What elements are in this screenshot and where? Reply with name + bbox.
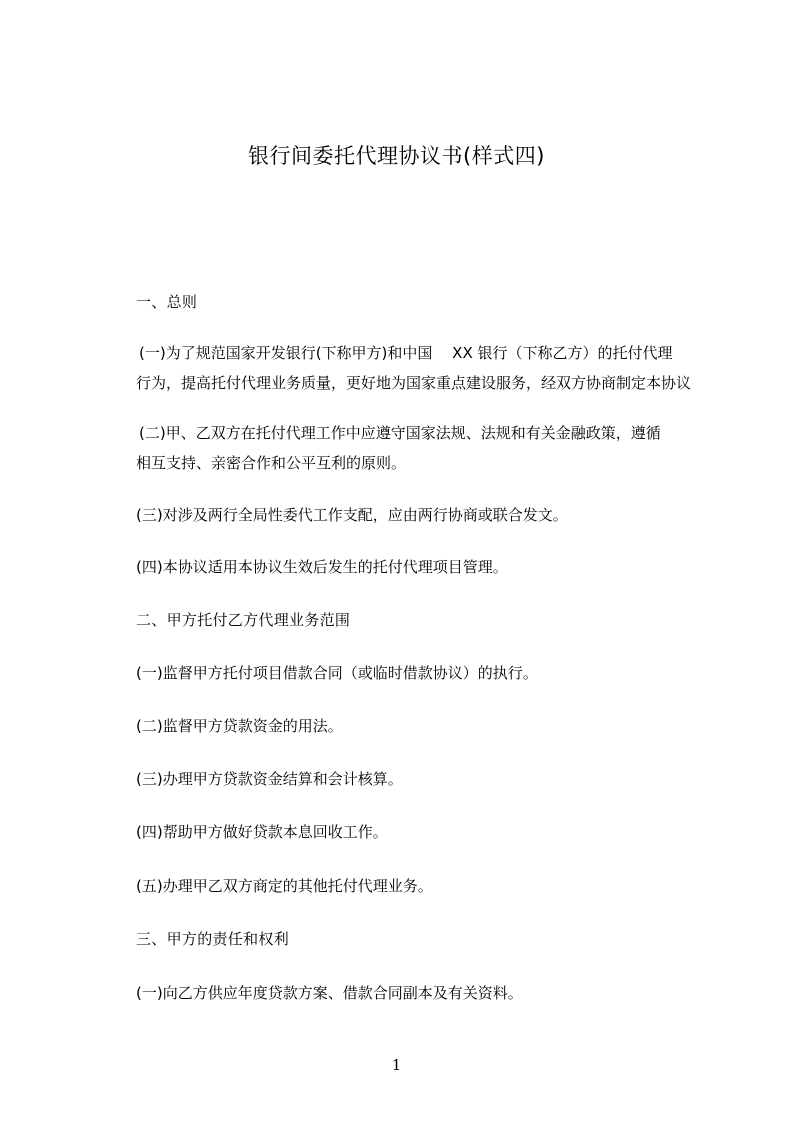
paragraph-3-1: (一)向乙方供应年度贷款方案、借款合同副本及有关资料。 (136, 984, 523, 1002)
paragraph-2-4: (四)帮助甲方做好贷款本息回收工作。 (136, 823, 388, 841)
paragraph-1-1 (136, 338, 716, 398)
section-heading-scope: 二、甲方托付乙方代理业务范围 (136, 611, 351, 629)
section-heading-general: 一、总则 (136, 293, 198, 311)
paragraph-2-2: (二)监督甲方贷款资金的用法。 (136, 717, 343, 735)
paragraph-line: (一)为了规范国家开发银行(下称甲方)和中国 XX 银行（下称乙方）的托付代理 (139, 344, 673, 362)
paragraph-line: (二)甲、乙双方在托付代理工作中应遵守国家法规、法规和有关金融政策，遵循 (139, 424, 661, 442)
paragraph-1-4: (四)本协议适用本协议生效后发生的托付代理项目管理。 (136, 558, 508, 576)
section-heading-responsibilities: 三、甲方的责任和权利 (136, 930, 290, 948)
document-title: 银行间委托代理协议书(样式四) (248, 144, 545, 168)
paragraph-2-3: (三)办理甲方贷款资金结算和会计核算。 (136, 770, 403, 788)
paragraph-2-1: (一)监督甲方托付项目借款合同（或临时借款协议）的执行。 (136, 664, 538, 682)
paragraph-1-2 (136, 418, 716, 478)
paragraph-line: 相互支持、亲密合作和公平互利的原则。 (136, 454, 407, 472)
paragraph-line: 行为，提高托付代理业务质量，更好地为国家重点建设服务，经双方协商制定本协议 (136, 374, 692, 392)
page-number: 1 (391, 1056, 402, 1074)
paragraph-2-5: (五)办理甲乙双方商定的其他托付代理业务。 (136, 877, 433, 895)
paragraph-1-3: (三)对涉及两行全局性委代工作支配，应由两行协商或联合发文。 (136, 506, 568, 524)
